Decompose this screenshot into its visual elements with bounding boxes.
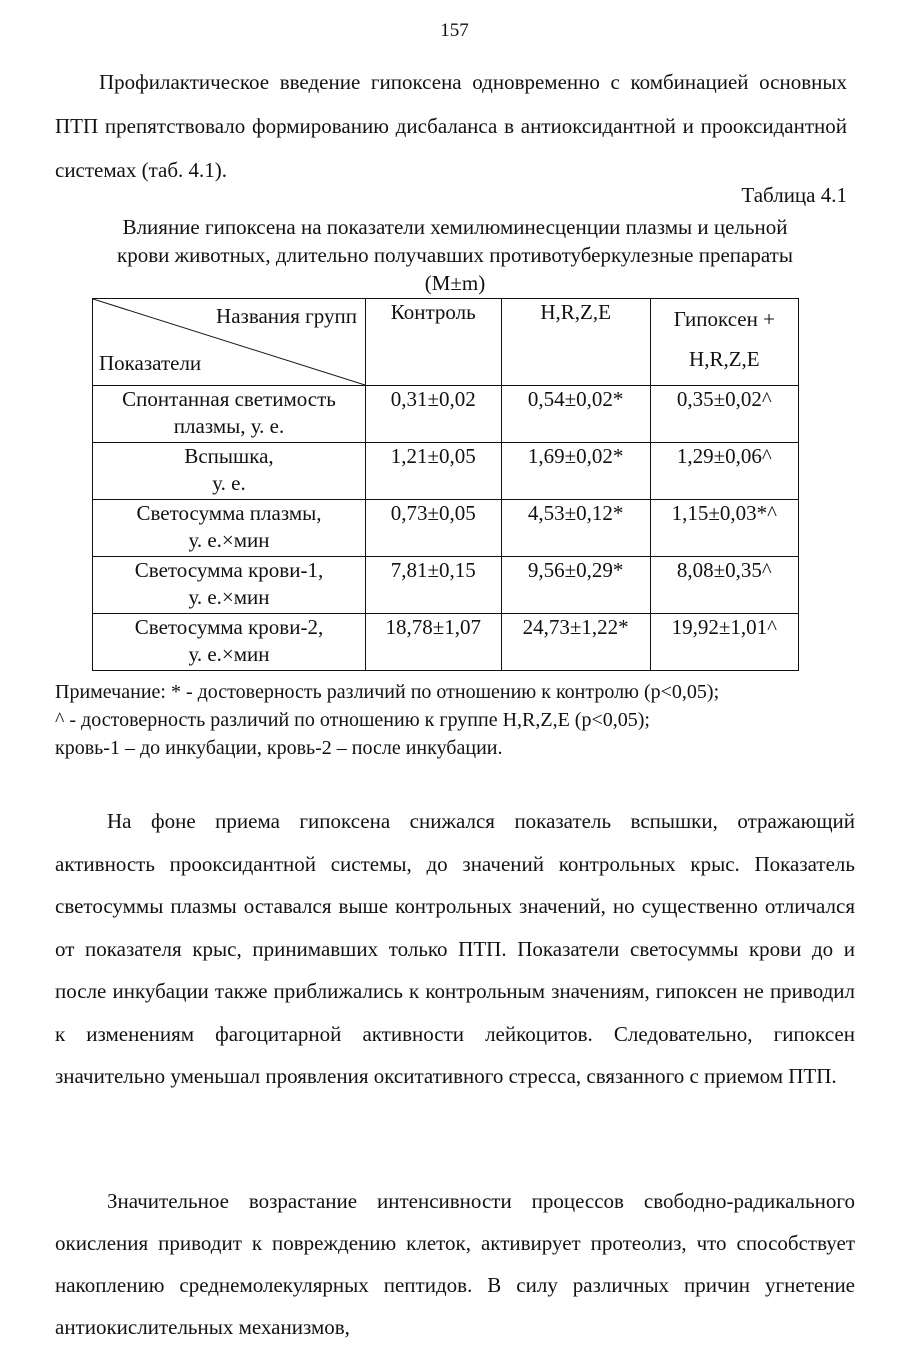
cell-control: 7,81±0,15 <box>366 557 502 614</box>
cell-control: 0,73±0,05 <box>366 500 502 557</box>
row-indicator-line-2: у. е.×мин <box>188 528 270 552</box>
header-indicators-label: Показатели <box>99 351 202 375</box>
cell-hypoxen: 0,35±0,02^ <box>650 386 798 443</box>
paragraph-discussion: На фоне приема гипоксена снижался показатель вспышки, отражающий активность прооксидантной системы, до значений контрольных крыс. Показатель светосуммы плазмы оставался выше контрольных значений, но существенно отличался от показателя крыс, принимавших только ПТП. Показатели светосуммы крови до и после инкубации также приближались к контрольным значениям, гипоксен не приводил к изменениям фагоцитарной активности лейкоцитов. Следовательно, гипоксен значительно уменьшал проявления окситативного стресса, связанного с приемом ПТП. <box>55 809 855 1088</box>
note-line: ^ - достоверность различий по отношению к группе H,R,Z,E (р<0,05); <box>55 709 650 731</box>
row-indicator <box>93 500 366 557</box>
table-title-line-3: (M±m) <box>424 271 486 295</box>
cell-hrze: 0,54±0,02* <box>501 386 650 443</box>
row-indicator-line-1: Спонтанная светимость <box>122 387 336 411</box>
row-indicator <box>93 557 366 614</box>
cell-hypoxen: 8,08±0,35^ <box>650 557 798 614</box>
note-line: Примечание: * - достоверность различий по отношению к контролю (р<0,05); <box>55 681 720 703</box>
cell-hypoxen: 19,92±1,01^ <box>650 614 798 671</box>
table-row <box>93 614 799 671</box>
row-indicator <box>93 443 366 500</box>
header-hypoxen-line-2: H,R,Z,E <box>689 347 760 371</box>
row-indicator-line-2: плазмы, у. е. <box>173 414 285 438</box>
header-hrze: H,R,Z,E <box>501 299 650 386</box>
table-title <box>55 213 855 297</box>
table-header-row <box>93 299 799 386</box>
paragraph-intro: Профилактическое введение гипоксена одновременно с комбинацией основных ПТП препятствовало формированию дисбаланса в антиоксидантной и прооксидантной системах (таб. 4.1). <box>55 70 847 182</box>
header-groups-label: Названия групп <box>216 304 357 328</box>
row-indicator <box>93 614 366 671</box>
header-hypoxen <box>650 299 798 386</box>
row-indicator-line-2: у. е. <box>212 471 246 495</box>
note-line: кровь-1 – до инкубации, кровь-2 – после инкубации. <box>55 737 503 759</box>
row-indicator <box>93 386 366 443</box>
cell-hrze: 9,56±0,29* <box>501 557 650 614</box>
cell-control: 18,78±1,07 <box>366 614 502 671</box>
header-corner-cell <box>93 299 366 386</box>
table-row <box>93 386 799 443</box>
header-control: Контроль <box>366 299 502 386</box>
cell-hrze: 4,53±0,12* <box>501 500 650 557</box>
row-indicator-line-1: Вспышка, <box>184 444 274 468</box>
results-table <box>92 298 799 671</box>
header-hypoxen-line-1: Гипоксен + <box>673 307 775 331</box>
page-number: 157 <box>440 20 469 41</box>
table-row <box>93 500 799 557</box>
cell-hypoxen: 1,29±0,06^ <box>650 443 798 500</box>
row-indicator-line-2: у. е.×мин <box>188 585 270 609</box>
row-indicator-line-1: Светосумма крови-1, <box>134 558 324 582</box>
cell-control: 0,31±0,02 <box>366 386 502 443</box>
table-title-line-2: крови животных, длительно получавших противотуберкулезные препараты <box>117 243 793 267</box>
row-indicator-line-1: Светосумма плазмы, <box>136 501 322 525</box>
table-row <box>93 557 799 614</box>
table-notes <box>55 678 865 762</box>
cell-control: 1,21±0,05 <box>366 443 502 500</box>
table-row <box>93 443 799 500</box>
row-indicator-line-1: Светосумма крови-2, <box>134 615 324 639</box>
table-title-line-1: Влияние гипоксена на показатели хемилюминесценции плазмы и цельной <box>122 215 788 239</box>
cell-hrze: 1,69±0,02* <box>501 443 650 500</box>
table-label: Таблица 4.1 <box>741 183 847 207</box>
row-indicator-line-2: у. е.×мин <box>188 642 270 666</box>
cell-hrze: 24,73±1,22* <box>501 614 650 671</box>
paragraph-continuation: Значительное возрастание интенсивности процессов свободно-радикального окисления приводит к повреждению клеток, активирует протеолиз, что способствует накоплению среднемолекулярных пептидов. В силу различных причин угнетение антиокислительных механизмов, <box>55 1189 855 1339</box>
cell-hypoxen: 1,15±0,03*^ <box>650 500 798 557</box>
